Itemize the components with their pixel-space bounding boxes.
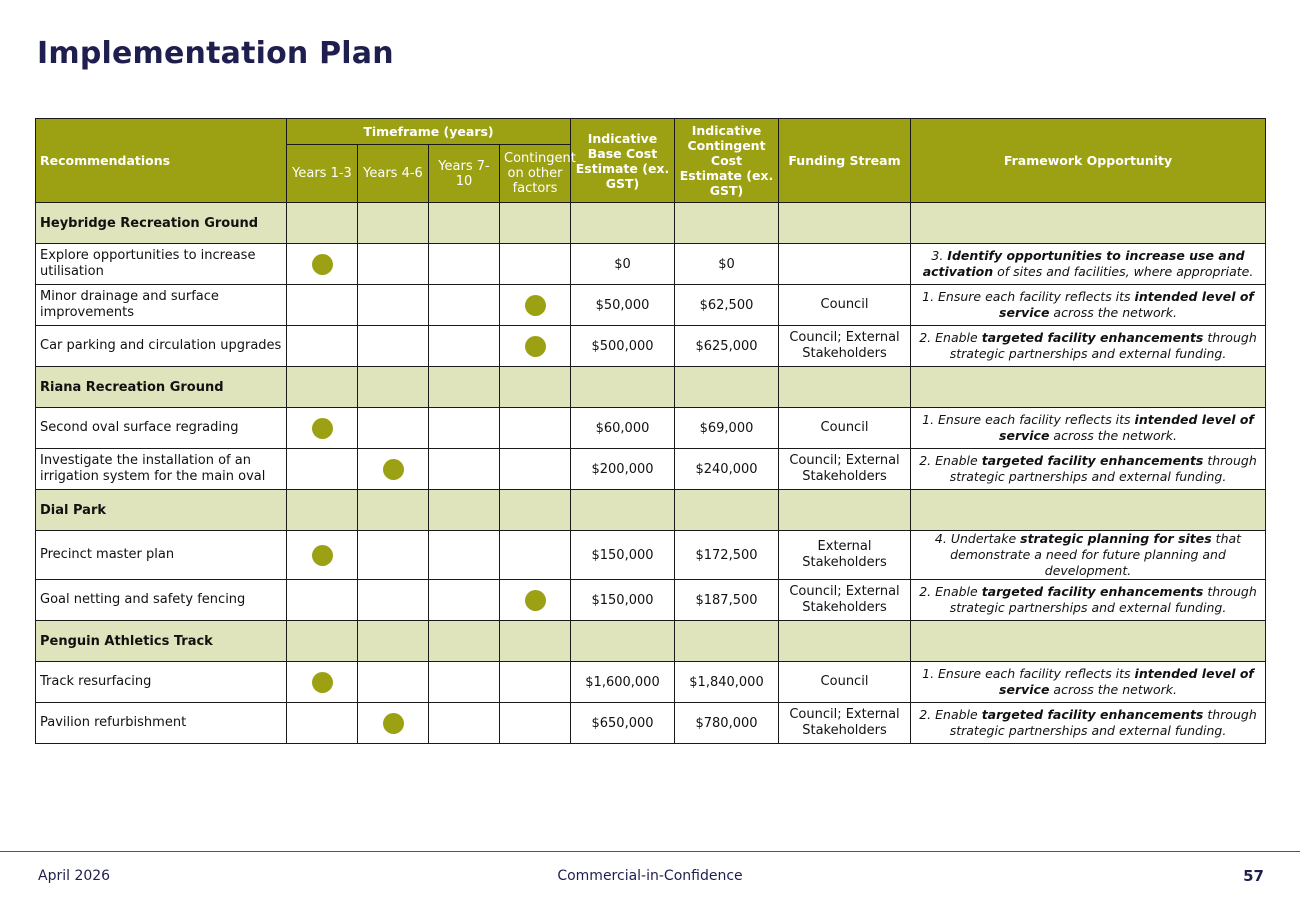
framework-opportunity-cell: [911, 244, 1266, 285]
timeframe-marker-icon: [312, 672, 333, 693]
timeframe-cell: [287, 326, 358, 367]
section-empty-cell: [429, 203, 500, 244]
section-name: Dial Park: [36, 490, 287, 531]
section-empty-cell: [287, 621, 358, 662]
timeframe-cell: [287, 531, 358, 580]
section-empty-cell: [571, 203, 675, 244]
framework-opportunity-cell: [911, 285, 1266, 326]
section-empty-cell: [675, 203, 779, 244]
section-row: [36, 621, 1266, 662]
section-name: Riana Recreation Ground: [36, 367, 287, 408]
framework-text: 3.: [931, 248, 948, 263]
timeframe-cell: [500, 244, 571, 285]
base-cost-cell: $50,000: [571, 285, 675, 326]
table-row: [36, 244, 1266, 285]
timeframe-cell: [429, 662, 500, 703]
framework-emphasis: intended level of service: [999, 412, 1254, 443]
footer-confidentiality: Commercial-in-Confidence: [557, 868, 743, 884]
framework-text: 2. Enable: [919, 453, 982, 468]
timeframe-cell: [429, 326, 500, 367]
contingent-cost-cell: $240,000: [675, 449, 779, 490]
table-row: [36, 580, 1266, 621]
section-empty-cell: [911, 490, 1266, 531]
contingent-cost-cell: $187,500: [675, 580, 779, 621]
recommendation-cell: Track resurfacing: [36, 662, 287, 703]
framework-text: across the network.: [1049, 682, 1177, 697]
table-row: [36, 449, 1266, 490]
header-years-7-10: Years 7-10: [429, 145, 500, 203]
framework-text: through strategic partnerships and external funding.: [949, 707, 1257, 738]
funding-stream-cell: [779, 244, 911, 285]
section-empty-cell: [911, 367, 1266, 408]
table-header: [36, 119, 1266, 203]
framework-text: through strategic partnerships and external funding.: [949, 330, 1257, 361]
recommendation-cell: Explore opportunities to increase utilisation: [36, 244, 287, 285]
timeframe-cell: [500, 662, 571, 703]
section-empty-cell: [779, 203, 911, 244]
timeframe-cell: [429, 703, 500, 744]
recommendation-cell: Goal netting and safety fencing: [36, 580, 287, 621]
timeframe-cell: [358, 244, 429, 285]
header-timeframe: Timeframe (years): [287, 119, 571, 145]
framework-emphasis: intended level of service: [999, 666, 1254, 697]
section-empty-cell: [779, 490, 911, 531]
framework-emphasis: targeted facility enhancements: [981, 330, 1204, 345]
timeframe-cell: [429, 531, 500, 580]
timeframe-cell: [287, 703, 358, 744]
framework-opportunity-cell: [911, 703, 1266, 744]
contingent-cost-cell: $69,000: [675, 408, 779, 449]
timeframe-marker-icon: [525, 336, 546, 357]
timeframe-cell: [358, 703, 429, 744]
funding-stream-cell: Council; External Stakeholders: [779, 580, 911, 621]
table-row: [36, 662, 1266, 703]
timeframe-cell: [429, 580, 500, 621]
timeframe-marker-icon: [312, 254, 333, 275]
recommendation-cell: Precinct master plan: [36, 531, 287, 580]
section-empty-cell: [779, 367, 911, 408]
timeframe-cell: [500, 408, 571, 449]
timeframe-cell: [287, 449, 358, 490]
timeframe-cell: [287, 580, 358, 621]
header-base-cost: Indicative Base Cost Estimate (ex. GST): [571, 119, 675, 203]
header-years-4-6: Years 4-6: [358, 145, 429, 203]
section-row: [36, 203, 1266, 244]
framework-text: through strategic partnerships and external funding.: [949, 584, 1257, 615]
timeframe-cell: [358, 408, 429, 449]
timeframe-cell: [429, 408, 500, 449]
framework-opportunity-cell: [911, 580, 1266, 621]
table-row: [36, 408, 1266, 449]
base-cost-cell: $150,000: [571, 531, 675, 580]
funding-stream-cell: Council: [779, 285, 911, 326]
page-title: Implementation Plan: [37, 36, 394, 71]
framework-emphasis: targeted facility enhancements: [981, 584, 1204, 599]
table-row: [36, 531, 1266, 580]
timeframe-cell: [287, 662, 358, 703]
section-empty-cell: [358, 490, 429, 531]
table-row: [36, 326, 1266, 367]
framework-emphasis: targeted facility enhancements: [981, 707, 1204, 722]
header-recommendations: Recommendations: [36, 119, 287, 203]
framework-emphasis: strategic planning for sites: [1020, 531, 1212, 546]
section-empty-cell: [287, 203, 358, 244]
section-empty-cell: [911, 203, 1266, 244]
timeframe-cell: [358, 326, 429, 367]
funding-stream-cell: External Stakeholders: [779, 531, 911, 580]
timeframe-cell: [500, 703, 571, 744]
base-cost-cell: $500,000: [571, 326, 675, 367]
section-empty-cell: [571, 490, 675, 531]
header-contingent-cost: Indicative Contingent Cost Estimate (ex. GST): [675, 119, 779, 203]
recommendation-cell: Second oval surface regrading: [36, 408, 287, 449]
timeframe-cell: [429, 449, 500, 490]
framework-text: across the network.: [1049, 305, 1177, 320]
footer-divider: [0, 851, 1300, 852]
base-cost-cell: $0: [571, 244, 675, 285]
section-empty-cell: [358, 203, 429, 244]
framework-text: across the network.: [1049, 428, 1177, 443]
header-funding-stream: Funding Stream: [779, 119, 911, 203]
timeframe-cell: [500, 531, 571, 580]
base-cost-cell: $650,000: [571, 703, 675, 744]
section-empty-cell: [779, 621, 911, 662]
section-empty-cell: [287, 367, 358, 408]
implementation-plan-table: [35, 118, 1266, 744]
timeframe-cell: [358, 662, 429, 703]
table-row: [36, 285, 1266, 326]
contingent-cost-cell: $0: [675, 244, 779, 285]
section-empty-cell: [911, 621, 1266, 662]
base-cost-cell: $1,600,000: [571, 662, 675, 703]
framework-opportunity-cell: [911, 531, 1266, 580]
page-number: 57: [1243, 867, 1264, 885]
section-empty-cell: [675, 621, 779, 662]
section-empty-cell: [429, 367, 500, 408]
section-empty-cell: [571, 621, 675, 662]
section-empty-cell: [675, 490, 779, 531]
base-cost-cell: $60,000: [571, 408, 675, 449]
framework-text: 1. Ensure each facility reflects its: [922, 412, 1135, 427]
timeframe-marker-icon: [525, 295, 546, 316]
funding-stream-cell: Council; External Stakeholders: [779, 449, 911, 490]
recommendation-cell: Investigate the installation of an irrigation system for the main oval: [36, 449, 287, 490]
table-body: [36, 203, 1266, 744]
framework-text: of sites and facilities, where appropriate.: [993, 264, 1254, 279]
timeframe-cell: [358, 531, 429, 580]
section-name: Heybridge Recreation Ground: [36, 203, 287, 244]
framework-text: through strategic partnerships and external funding.: [949, 453, 1257, 484]
section-empty-cell: [500, 621, 571, 662]
section-empty-cell: [571, 367, 675, 408]
timeframe-cell: [500, 449, 571, 490]
timeframe-marker-icon: [383, 459, 404, 480]
base-cost-cell: $150,000: [571, 580, 675, 621]
contingent-cost-cell: $625,000: [675, 326, 779, 367]
framework-text: 1. Ensure each facility reflects its: [922, 666, 1135, 681]
header-contingent: Contingent on other factors: [500, 145, 571, 203]
timeframe-cell: [358, 449, 429, 490]
recommendation-cell: Minor drainage and surface improvements: [36, 285, 287, 326]
recommendation-cell: Car parking and circulation upgrades: [36, 326, 287, 367]
contingent-cost-cell: $780,000: [675, 703, 779, 744]
framework-emphasis: Identify opportunities to increase use and activation: [922, 248, 1245, 279]
contingent-cost-cell: $1,840,000: [675, 662, 779, 703]
timeframe-marker-icon: [312, 418, 333, 439]
section-empty-cell: [675, 367, 779, 408]
timeframe-cell: [358, 285, 429, 326]
framework-emphasis: intended level of service: [999, 289, 1254, 320]
framework-text: 2. Enable: [919, 584, 982, 599]
framework-text: 1. Ensure each facility reflects its: [922, 289, 1135, 304]
header-years-1-3: Years 1-3: [287, 145, 358, 203]
framework-opportunity-cell: [911, 408, 1266, 449]
timeframe-cell: [429, 244, 500, 285]
base-cost-cell: $200,000: [571, 449, 675, 490]
contingent-cost-cell: $172,500: [675, 531, 779, 580]
timeframe-cell: [358, 580, 429, 621]
timeframe-cell: [500, 326, 571, 367]
framework-text: 4. Undertake: [934, 531, 1021, 546]
section-empty-cell: [500, 490, 571, 531]
timeframe-cell: [429, 285, 500, 326]
funding-stream-cell: Council; External Stakeholders: [779, 703, 911, 744]
framework-text: 2. Enable: [919, 707, 982, 722]
timeframe-cell: [287, 408, 358, 449]
timeframe-marker-icon: [312, 545, 333, 566]
section-empty-cell: [429, 490, 500, 531]
funding-stream-cell: Council: [779, 408, 911, 449]
funding-stream-cell: Council: [779, 662, 911, 703]
footer-date: April 2026: [38, 868, 111, 884]
section-empty-cell: [358, 621, 429, 662]
timeframe-marker-icon: [383, 713, 404, 734]
timeframe-cell: [287, 285, 358, 326]
timeframe-cell: [500, 580, 571, 621]
timeframe-marker-icon: [525, 590, 546, 611]
section-row: [36, 490, 1266, 531]
funding-stream-cell: Council; External Stakeholders: [779, 326, 911, 367]
timeframe-cell: [500, 285, 571, 326]
section-empty-cell: [287, 490, 358, 531]
section-empty-cell: [429, 621, 500, 662]
recommendation-cell: Pavilion refurbishment: [36, 703, 287, 744]
section-row: [36, 367, 1266, 408]
framework-text: 2. Enable: [919, 330, 982, 345]
section-name: Penguin Athletics Track: [36, 621, 287, 662]
section-empty-cell: [500, 203, 571, 244]
header-framework-opportunity: Framework Opportunity: [911, 119, 1266, 203]
contingent-cost-cell: $62,500: [675, 285, 779, 326]
timeframe-cell: [287, 244, 358, 285]
framework-emphasis: targeted facility enhancements: [981, 453, 1204, 468]
section-empty-cell: [500, 367, 571, 408]
framework-opportunity-cell: [911, 449, 1266, 490]
section-empty-cell: [358, 367, 429, 408]
framework-text: that demonstrate a need for future planning and development.: [950, 531, 1242, 578]
table-row: [36, 703, 1266, 744]
framework-opportunity-cell: [911, 326, 1266, 367]
framework-opportunity-cell: [911, 662, 1266, 703]
